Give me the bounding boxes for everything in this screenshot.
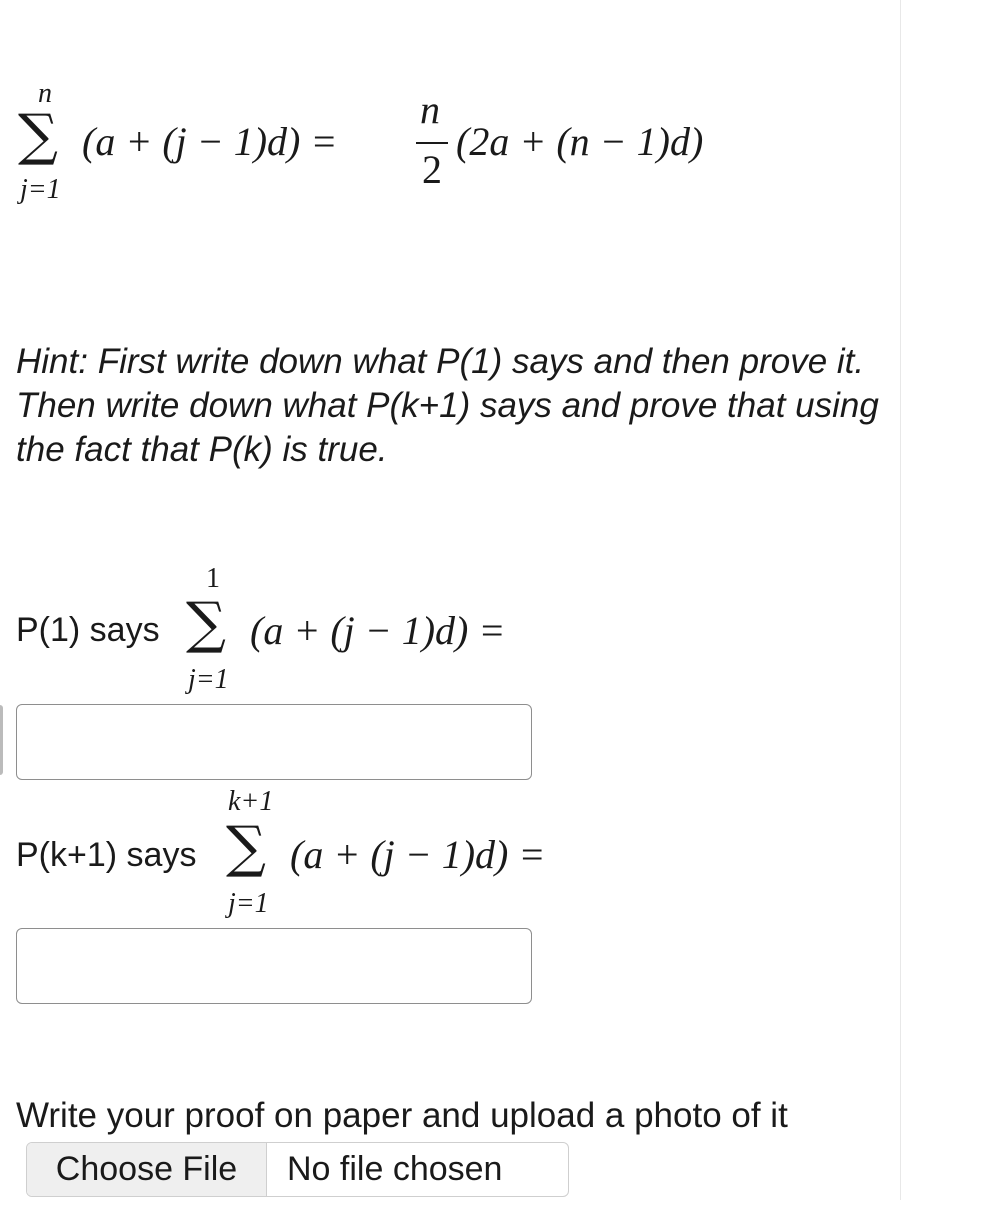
p1-sigma-symbol: ∑ [186,591,226,656]
p1-sum-upper-limit: 1 [206,563,220,594]
formula-rhs: (2a + (n − 1)d) [456,119,704,164]
hint-text: Hint: First write down what P(1) says and then prove it. Then write down what P(k+1) says and prove that using the fact that P(k) is true. [16,342,879,469]
pk1-sigma-symbol: ∑ [226,815,266,880]
pk1-label: P(k+1) says [16,836,197,874]
sigma-symbol: ∑ [18,103,58,168]
pk1-answer-input[interactable] [16,928,532,1004]
p1-label: P(1) says [16,611,160,649]
page-edge-divider [900,0,901,1200]
file-status: No file chosen [287,1150,503,1188]
pk1-sum-lower-limit: j=1 [228,888,269,919]
file-upload-control[interactable] [26,1142,569,1197]
upload-prompt: Write your proof on paper and upload a photo of it [16,1096,788,1135]
scroll-edge-indicator [0,705,3,775]
p1-formula-body: (a + (j − 1)d) = [250,608,506,653]
sum-upper-limit: n [38,78,52,109]
fraction-bar [416,142,448,144]
formula-lhs: (a + (j − 1)d) = [82,119,338,164]
fraction-numerator: n [420,87,440,132]
p1-answer-input[interactable] [16,704,532,780]
choose-file-button[interactable]: Choose File [27,1143,267,1196]
pk1-sum-upper-limit: k+1 [228,786,274,817]
p1-sum-lower-limit: j=1 [188,664,229,695]
pk1-formula-body: (a + (j − 1)d) = [290,832,546,877]
fraction-denominator: 2 [422,147,442,192]
sum-lower-limit: j=1 [20,174,61,205]
